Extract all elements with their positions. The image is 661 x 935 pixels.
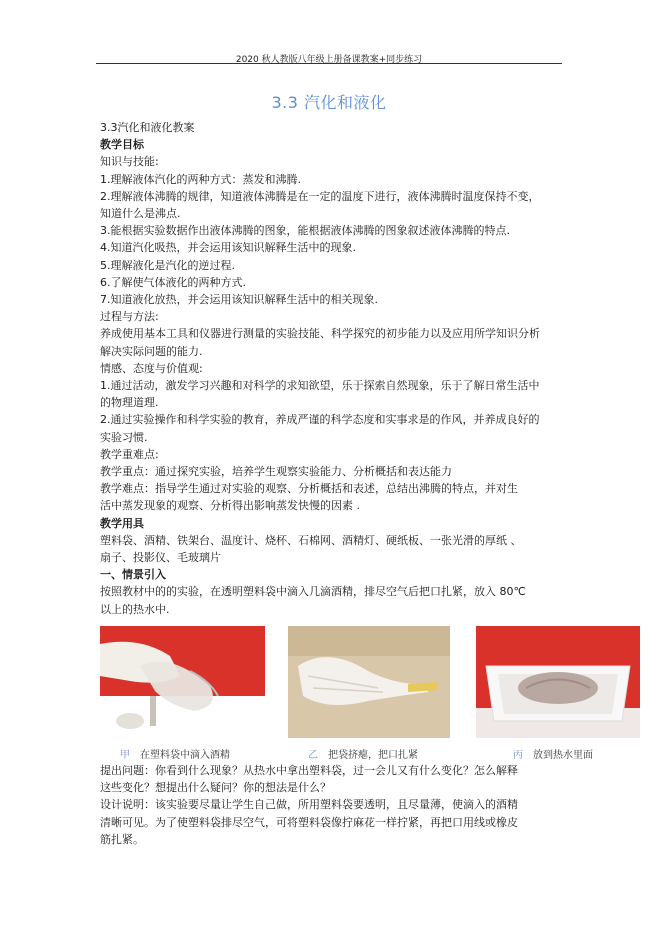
body-text-bottom (100, 762, 570, 848)
text-line: 的物理道理. (100, 396, 159, 410)
text-line: 筋扎紧。 (100, 832, 144, 846)
text-line: 设计说明：该实验要尽量让学生自己做，所用塑料袋要透明，且尽量薄，使滴入的酒精 (100, 798, 518, 812)
text-line: 1.理解液体汽化的两种方式：蒸发和沸腾. (100, 172, 301, 186)
caption-mark: 乙 (308, 749, 318, 761)
text-line: 6.了解使气体液化的两种方式. (100, 275, 246, 289)
text-line: 教学重难点: (100, 447, 159, 461)
lesson-title: 3.3 汽化和液化 (271, 93, 387, 112)
caption-bing (513, 746, 593, 761)
text-line: 过程与方法: (100, 310, 159, 324)
text-line: 4.知道汽化吸热，并会运用该知识解释生活中的现象. (100, 241, 356, 255)
text-line: 以上的热水中. (100, 602, 170, 616)
caption-text: 在塑料袋中滴入酒精 (140, 749, 230, 761)
caption-mark: 甲 (120, 749, 130, 761)
caption-text: 把袋挤瘪，把口扎紧 (328, 749, 418, 761)
text-line: 按照教材中的的实验，在透明塑料袋中滴入几滴酒精，排尽空气后把口扎紧，放入 80℃ (100, 585, 526, 599)
section-heading: 教学目标 (100, 138, 144, 152)
text-line: 清晰可见。为了使塑料袋排尽空气，可将塑料袋像拧麻花一样拧紧，再把口用线或橡皮 (100, 815, 518, 829)
caption-mark: 丙 (513, 749, 523, 761)
header-rule (96, 63, 562, 64)
photo-twisted-bag (288, 626, 450, 738)
text-line: 1.通过活动，激发学习兴趣和对科学的求知欲望，乐于探索自然现象，乐于了解日常生活中 (100, 379, 540, 393)
text-line: 扇子、投影仪、毛玻璃片 (100, 551, 221, 565)
photo-drop-alcohol (100, 626, 265, 738)
section-heading: 教学用具 (100, 516, 144, 530)
text-line: 这些变化？想提出什么疑问？你的想法是什么？ (100, 781, 331, 795)
text-line: 提出问题：你看到什么现象？从热水中拿出塑料袋，过一会儿又有什么变化？怎么解释 (100, 763, 518, 777)
text-line: 教学重点：通过探究实验，培养学生观察实验能力、分析概括和表达能力 (100, 465, 452, 479)
caption-yi (308, 746, 418, 761)
body-text-top (100, 119, 570, 618)
text-line: 3.3汽化和液化教案 (100, 121, 195, 134)
experiment-photos (100, 626, 570, 744)
text-line: 知道什么是沸点. (100, 207, 181, 221)
text-line: 5.理解液化是汽化的逆过程. (100, 258, 235, 272)
text-line: 养成使用基本工具和仪器进行测量的实验技能、科学探究的初步能力以及应用所学知识分析 (100, 327, 540, 341)
section-heading: 一、情景引入 (100, 568, 166, 582)
text-line: 7.知道液化放热，并会运用该知识解释生活中的相关现象. (100, 293, 378, 307)
text-line: 塑料袋、酒精、铁架台、温度计、烧杯、石棉网、酒精灯、硬纸板、一张光滑的厚纸 、 (100, 533, 522, 547)
text-line: 3.能根据实验数据作出液体沸腾的图象，能根据液体沸腾的图象叙述液体沸腾的特点. (100, 224, 510, 238)
caption-jia (120, 746, 230, 761)
text-line: 活中蒸发现象的观察、分析得出影响蒸发快慢的因素 . (100, 499, 360, 513)
text-line: 2.理解液体沸腾的规律，知道液体沸腾是在一定的温度下进行，液体沸腾时温度保持不变， (100, 189, 540, 203)
photo-hot-water-tray (476, 626, 640, 738)
text-line: 情感、态度与价值观: (100, 361, 203, 375)
text-line: 解决实际问题的能力. (100, 344, 203, 358)
running-header: 2020 秋人教版八年级上册备课教案+同步练习 (235, 55, 423, 65)
photo-captions (100, 744, 593, 762)
lesson-body (100, 119, 593, 848)
text-line: 教学难点：指导学生通过对实验的观察、分析概括和表述，总结出沸腾的特点，并对生 (100, 482, 518, 496)
text-line: 实验习惯. (100, 430, 148, 444)
text-line: 知识与技能: (100, 155, 159, 169)
text-line: 2.通过实验操作和科学实验的教育，养成严谨的科学态度和实事求是的作风，并养成良好的 (100, 413, 540, 427)
caption-text: 放到热水里面 (533, 749, 593, 761)
